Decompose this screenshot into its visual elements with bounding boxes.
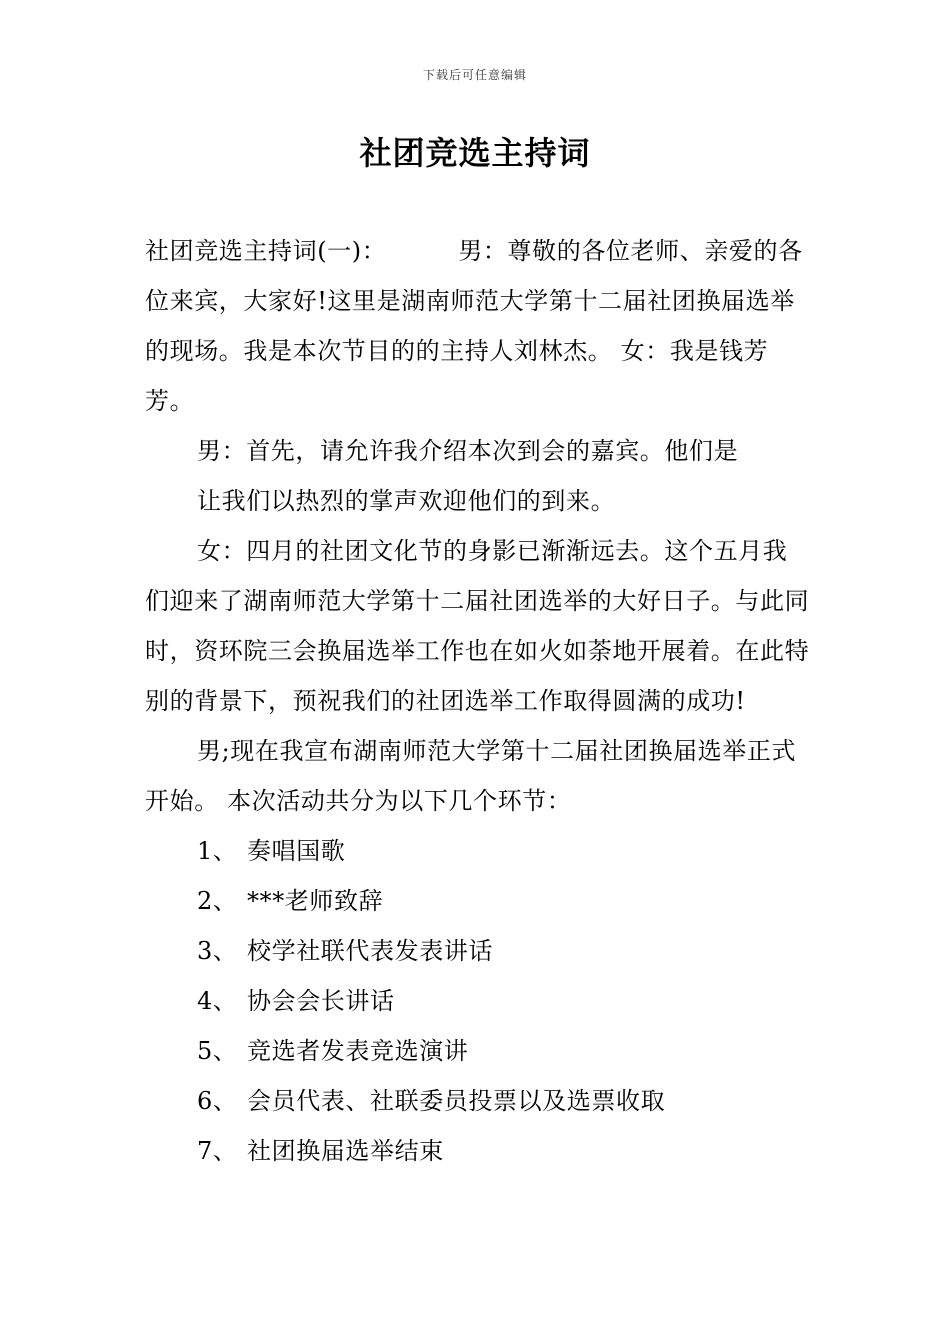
intro-label: 社团竞选主持词(一)： [145,237,387,265]
agenda-item-text: 协会会长讲话 [247,987,395,1015]
agenda-item-text: 校学社联代表发表讲话 [247,937,493,965]
agenda-item [145,876,810,926]
agenda-list [145,826,810,1176]
agenda-item-text: 社团换届选举结束 [247,1137,444,1165]
agenda-item-number: 6、 [197,1087,238,1115]
agenda-item [145,826,810,876]
paragraph-opening: 男;现在我宣布湖南师范大学第十二届社团换届选举正式开始。 本次活动共分为以下几个环节： [145,737,797,815]
intro-paragraph [145,226,810,426]
paragraph-welcome: 让我们以热烈的掌声欢迎他们的到来。 [197,487,616,515]
header-note: 下载后可任意编辑 [422,68,527,82]
agenda-item-number: 2、 [197,887,238,915]
paragraph-festival: 女：四月的社团文化节的身影已渐渐远去。这个五月我们迎来了湖南师范大学第十二届社团选举的大好日子。与此同时，资环院三会换届选举工作也在如火如荼地开展着。在此特别的背景下，预祝我们的社团选举工作取得圆满的成功! [145,537,810,715]
agenda-item [145,1076,810,1126]
agenda-item-text: 会员代表、社联委员投票以及选票收取 [247,1087,666,1115]
agenda-item-number: 4、 [197,987,238,1015]
document-body [145,226,810,1176]
agenda-item-number: 1、 [197,837,238,865]
agenda-item-number: 7、 [197,1137,238,1165]
page-title: 社团竞选主持词 [359,134,591,172]
intro-text: 男：尊敬的各位老师、亲爱的各位来宾，大家好!这里是湖南师范大学第十二届社团换届选举的现场。我是本次节目的的主持人刘林杰。 女：我是钱芳芳。 [145,237,803,415]
agenda-item-text: 奏唱国歌 [247,837,346,865]
agenda-item [145,926,810,976]
agenda-item-text: 竞选者发表竞选演讲 [247,1037,469,1065]
agenda-item-number: 3、 [197,937,238,965]
agenda-item-text: ***老师致辞 [247,887,384,915]
agenda-item [145,1026,810,1076]
agenda-item [145,976,810,1026]
agenda-item-number: 5、 [197,1037,238,1065]
paragraph-guests: 男：首先，请允许我介绍本次到会的嘉宾。他们是 [197,437,739,465]
agenda-item [145,1126,810,1176]
